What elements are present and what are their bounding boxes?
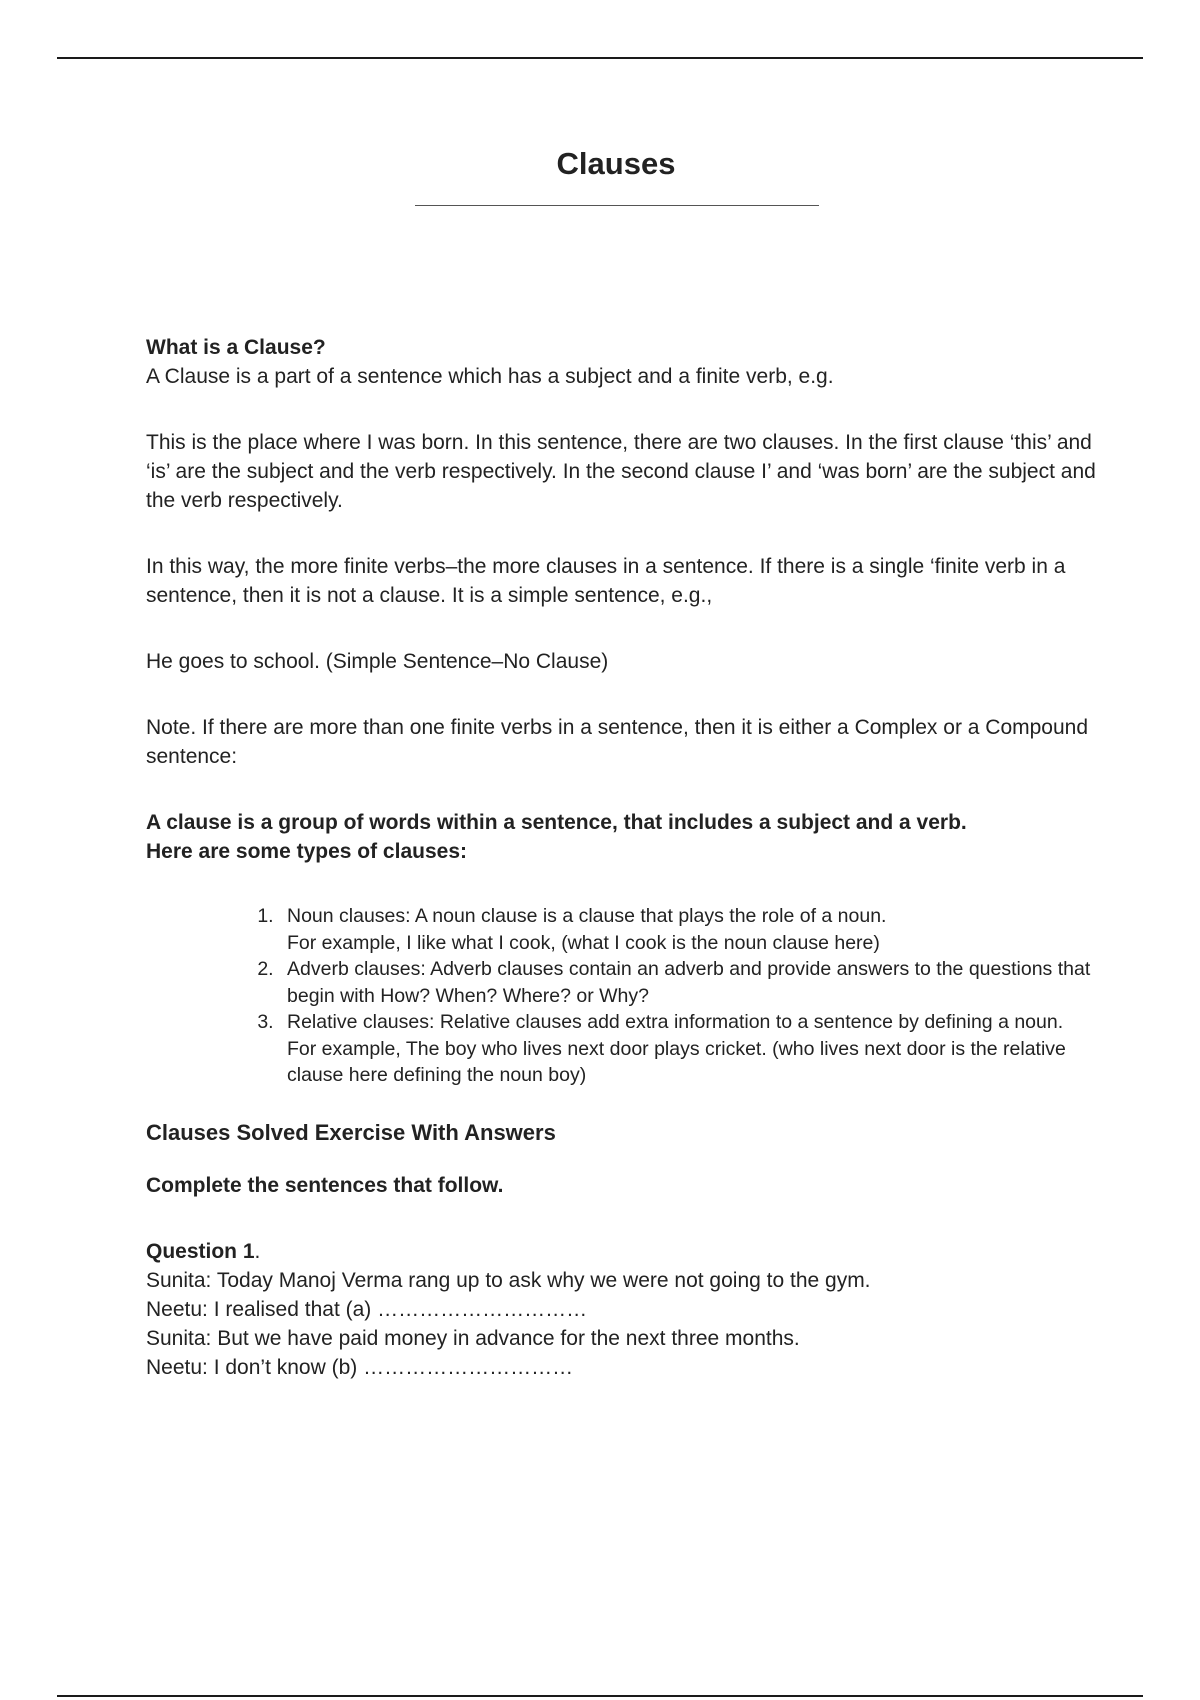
page-top-rule bbox=[57, 57, 1143, 59]
noun-clause-definition: 1. Noun clauses: A noun clause is a clause that plays the role of a noun. bbox=[287, 905, 887, 927]
relative-clause-example: For example, The boy who lives next door plays cricket. (who lives next door is the relative clause here defining the noun boy) bbox=[287, 1037, 1066, 1086]
clause-types-list bbox=[146, 903, 1096, 1089]
simple-sentence-example: He goes to school. (Simple Sentence–No Clause) bbox=[146, 650, 609, 673]
relative-clause-definition: 3. Relative clauses: Relative clauses add extra information to a sentence by defining a noun. bbox=[287, 1011, 1064, 1033]
example-paragraph: This is the place where I was born. In this sentence, there are two clauses. In the first clause ‘this’ and ‘is’ are the subject and the verb respectively. In the second clause I’ and ‘was born’ are the subject and the verb respectively. bbox=[146, 431, 1096, 512]
question-heading bbox=[146, 1237, 1096, 1266]
dialogue-line: Sunita: But we have paid money in advance for the next three months. bbox=[146, 1326, 800, 1350]
bold-definition-line2: Here are some types of clauses: bbox=[146, 840, 467, 863]
section-heading: What is a Clause? bbox=[146, 336, 326, 359]
list-item bbox=[279, 1009, 1096, 1089]
title-wrap bbox=[0, 146, 1200, 182]
list-item bbox=[279, 903, 1096, 956]
document-title: Clauses bbox=[556, 146, 676, 181]
title-underline bbox=[415, 205, 819, 206]
dialogue-line: Neetu: I don’t know (b) ………………………… bbox=[146, 1355, 574, 1379]
bold-definition-line1: A clause is a group of words within a sentence, that includes a subject and a verb. bbox=[146, 811, 967, 834]
exercise-instruction: Complete the sentences that follow. bbox=[146, 1173, 504, 1197]
adverb-clause-definition: 2. Adverb clauses: Adverb clauses contain an adverb and provide answers to the questions that begin with How? When? Where? or Why? bbox=[287, 958, 1091, 1007]
exercise-title: Clauses Solved Exercise With Answers bbox=[146, 1119, 556, 1145]
list-item bbox=[279, 956, 1096, 1009]
question-label-suffix: . bbox=[254, 1239, 261, 1263]
question-label: Question 1 bbox=[146, 1239, 255, 1263]
clause-definition: A Clause is a part of a sentence which has a subject and a finite verb, e.g. bbox=[146, 365, 834, 388]
bold-definition bbox=[146, 808, 1096, 866]
dialogue-line: Neetu: I realised that (a) ………………………… bbox=[146, 1297, 588, 1321]
dialogue-line: Sunita: Today Manoj Verma rang up to ask why we were not going to the gym. bbox=[146, 1268, 871, 1292]
noun-clause-example: For example, I like what I cook, (what I cook is the noun clause here) bbox=[287, 931, 880, 954]
finite-verbs-paragraph: In this way, the more finite verbs–the more clauses in a sentence. If there is a single ‘finite verb in a sentence, then it is not a clause. It is a simple sentence, e.g., bbox=[146, 555, 1066, 607]
page-bottom-rule bbox=[57, 1695, 1143, 1697]
note-paragraph: Note. If there are more than one finite verbs in a sentence, then it is either a Complex or a Compound sentence: bbox=[146, 716, 1089, 768]
document-body bbox=[146, 333, 1096, 1382]
